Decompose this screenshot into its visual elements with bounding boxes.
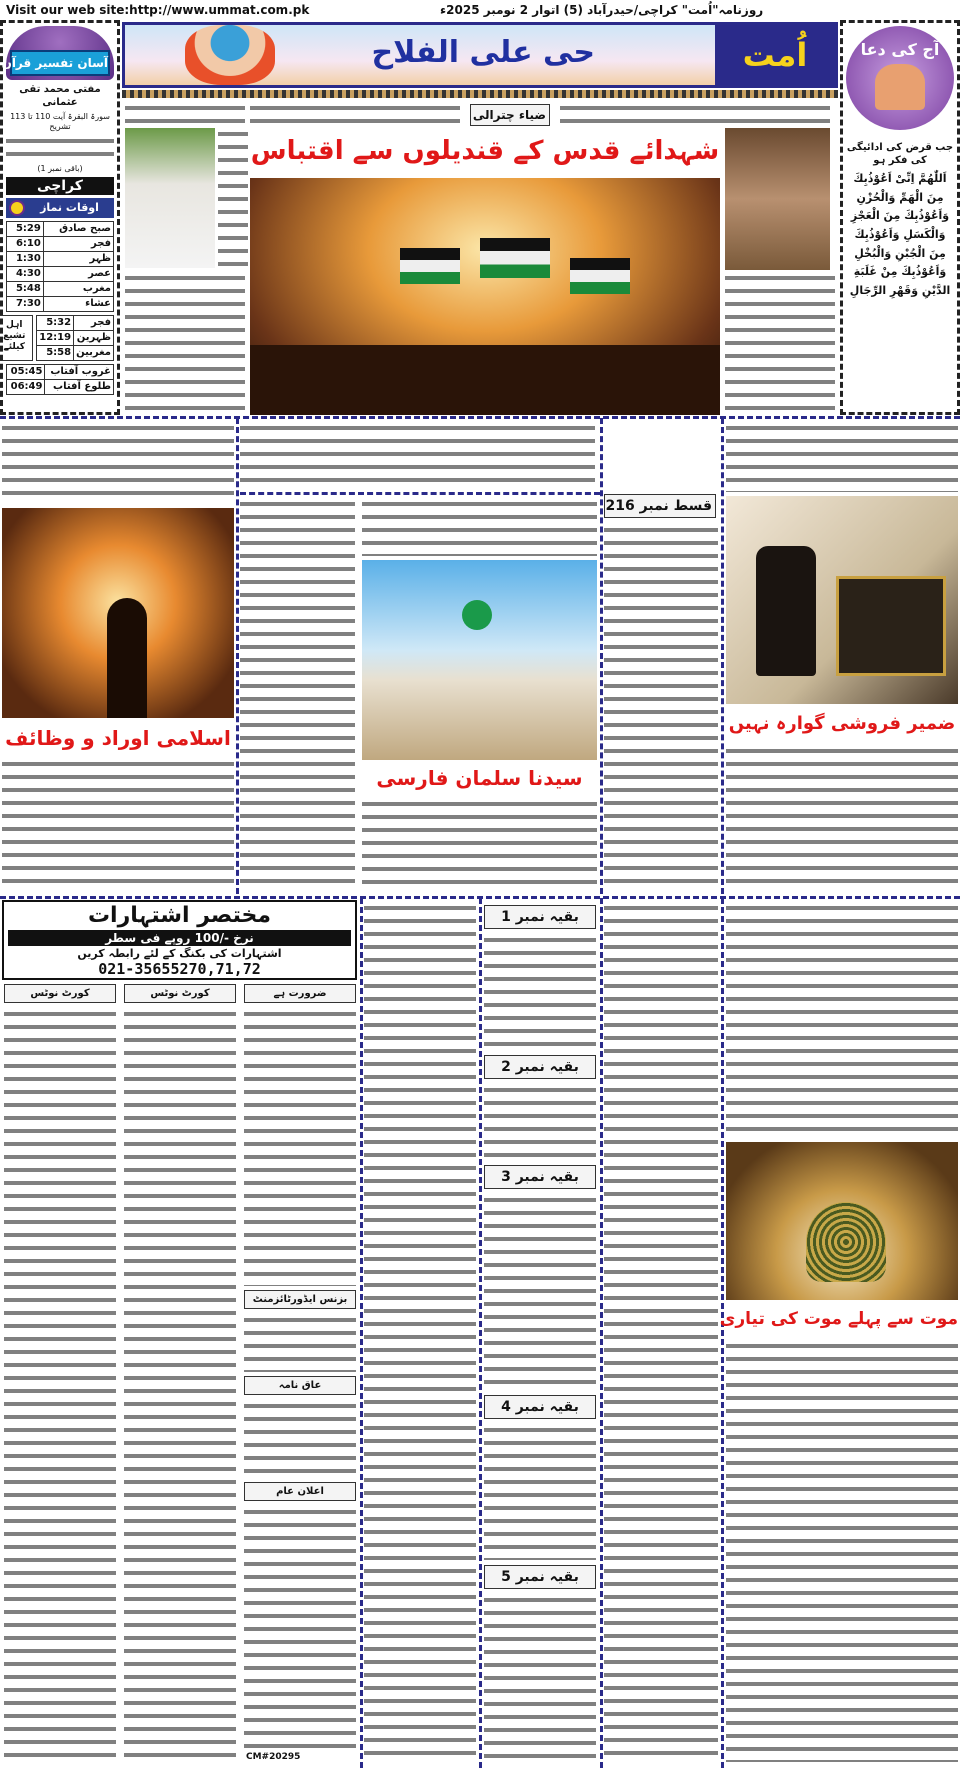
dua-logo: آج کی دعا (860, 40, 940, 59)
baqiya-1: بقیہ نمبر 1 (484, 905, 596, 929)
prayer-title: اوقات نماز (40, 201, 99, 214)
dua-intro: جب قرض کی ادائیگی کی فکر ہو (846, 142, 954, 166)
article-text (725, 272, 835, 414)
prayer-cell: 7:30 (7, 297, 44, 312)
prayer-cell: فجر (74, 316, 114, 331)
article-text (125, 102, 245, 124)
article-text (244, 1506, 356, 1748)
prayer-times-table (6, 221, 114, 312)
book-icon (1, 26, 114, 80)
author-name: مفتی محمد تقی عثمانی (19, 84, 101, 108)
baqiya-2: بقیہ نمبر 2 (484, 1055, 596, 1079)
clock-icon (9, 200, 25, 216)
tafseer-text (6, 135, 114, 161)
article-text (484, 1194, 596, 1390)
dua-panel (840, 20, 960, 415)
prayer-cell: مغرب (43, 282, 113, 297)
prayer-cell: 5:32 (37, 316, 74, 331)
ad-category: کورٹ نوٹس (124, 984, 236, 1003)
prayer-cell: مغربین (74, 346, 114, 361)
ad-category: بزنس ایڈورٹائزمنٹ (244, 1290, 356, 1309)
qist-label: قسط نمبر 216 (604, 494, 716, 518)
wazaif-headline: اسلامی اوراد و وظائف (5, 726, 231, 750)
article-text (362, 798, 597, 890)
shia-times-table (36, 315, 114, 361)
prayer-cell: صبح صادق (43, 222, 113, 237)
muezzin-illustration (185, 25, 275, 85)
quran-photo (726, 496, 958, 704)
author-photo-left (125, 128, 215, 268)
prayer-cell: ظہر (43, 252, 113, 267)
article-text (244, 1314, 356, 1372)
article-text (240, 498, 355, 888)
article-text (484, 934, 596, 1050)
classifieds-header (2, 900, 357, 980)
incense-burner-photo (726, 1142, 958, 1300)
prayer-cell: 6:10 (7, 237, 44, 252)
article-text (124, 1008, 236, 1758)
ad-category: عاق نامہ (244, 1376, 356, 1395)
ad-category: کورٹ نوٹس (4, 984, 116, 1003)
ad-code: CM#20295 (246, 1752, 301, 1762)
article-text (244, 1008, 356, 1286)
article-text (560, 102, 830, 126)
border-ornament (122, 90, 838, 98)
author-photo-right (725, 128, 830, 270)
article-text (362, 498, 597, 556)
article-text (125, 272, 245, 414)
classifieds-contact: اشتہارات کی بکنگ کے لئے رابطہ کریں (77, 947, 282, 960)
article-text (484, 1424, 596, 1560)
dua-text: اَللّٰهُمَّ اِنِّیْ اَعُوْذُبِكَ مِنَ الْهَمِّ وَالْحُزْنِ وَاَعُوْذُبِكَ مِنَ الْعَجْزِ وَالْكَسَلِ وَاَعُوْذُبِكَ مِنَ الْجُبْنِ وَالْبُخْلِ وَاَعُوْذُبِكَ مِنْ غَلَبَةِ الدَّيْنِ وَقَهْرِ الرِّجَالِ (849, 172, 951, 298)
dua-emblem (846, 26, 954, 130)
zameer-headline: ضمیر فروشی گوارہ نہیں (728, 713, 956, 734)
prayer-cell: ظہرین (74, 331, 114, 346)
madina-mosque-photo (362, 560, 597, 760)
masthead-banner (122, 22, 838, 88)
masthead-title: حی علی الفلاح (371, 35, 595, 70)
website-link[interactable]: Visit our web site:http://www.ummat.com.pk (6, 3, 310, 17)
article-text (726, 902, 958, 1138)
prayer-cell: 12:19 (37, 331, 74, 346)
article-text (604, 902, 718, 1762)
prayer-cell: 5:48 (7, 282, 44, 297)
lead-photo (250, 178, 720, 415)
sun-times-table (6, 364, 114, 395)
prayer-cell: عصر (43, 267, 113, 282)
prayer-cell: 4:30 (7, 267, 44, 282)
article-text (364, 902, 476, 1762)
prayer-cell: طلوع آفتاب (45, 380, 114, 395)
maut-headline: موت سے پہلے موت کی تیاری (719, 1309, 958, 1329)
tafseer-logo: آسان تفسیر قرآن (10, 50, 110, 76)
baqiya-3: بقیہ نمبر 3 (484, 1165, 596, 1189)
ad-category: ضرورت ہے (244, 984, 356, 1003)
prayer-cell: عشاء (43, 297, 113, 312)
ad-category: اعلان عام (244, 1482, 356, 1501)
baqiya-4: بقیہ نمبر 4 (484, 1395, 596, 1419)
lead-byline: ضیاء چترالی (470, 104, 550, 126)
tafseer-panel (0, 20, 120, 415)
article-text (244, 1400, 356, 1478)
article-text (726, 1340, 958, 1762)
dateline: روزنامہ"اُمت" کراچی/حیدرآباد (5) اتوار 2 نومبر 2025ء (440, 3, 764, 17)
prayer-silhouette-photo (2, 508, 234, 718)
classifieds-phone[interactable]: 021-35655270,71,72 (98, 960, 261, 978)
continued-note: (باقی نمبر 1) (37, 164, 83, 173)
prayer-cell: فجر (43, 237, 113, 252)
article-text (484, 1084, 596, 1160)
article-text (484, 1594, 596, 1760)
article-text (2, 758, 234, 888)
article-text (726, 422, 958, 492)
article-text (726, 745, 958, 890)
shia-note: اہل تشیع کیلئے (0, 315, 33, 361)
praying-hands-icon (875, 64, 925, 110)
article-text (218, 128, 248, 268)
lead-headline: شہدائے قدس کے قندیلوں سے اقتباس (250, 136, 720, 166)
salman-headline: سیدنا سلمان فارسی (376, 766, 583, 790)
prayer-cell: 06:49 (7, 380, 45, 395)
prayer-cell: 5:58 (37, 346, 74, 361)
prayer-cell: 5:29 (7, 222, 44, 237)
article-text (4, 1008, 116, 1758)
surah-ref: سورۃ البقرۃ آیت 110 تا 113 تشریح (10, 112, 110, 131)
baqiya-5: بقیہ نمبر 5 (484, 1565, 596, 1589)
article-text (250, 102, 460, 126)
article-text (240, 422, 595, 488)
article-text (2, 422, 234, 504)
classifieds-rate: نرخ -/100 روپے فی سطر (8, 930, 351, 946)
prayer-cell: 05:45 (7, 365, 45, 380)
prayer-cell: 1:30 (7, 252, 44, 267)
prayer-cell: غروب آفتاب (45, 365, 114, 380)
city-label: کراچی (6, 177, 114, 195)
article-text (604, 524, 718, 890)
classifieds-title: مختصر اشتہارات (87, 903, 272, 928)
ummat-logo: اُمت (742, 36, 808, 74)
